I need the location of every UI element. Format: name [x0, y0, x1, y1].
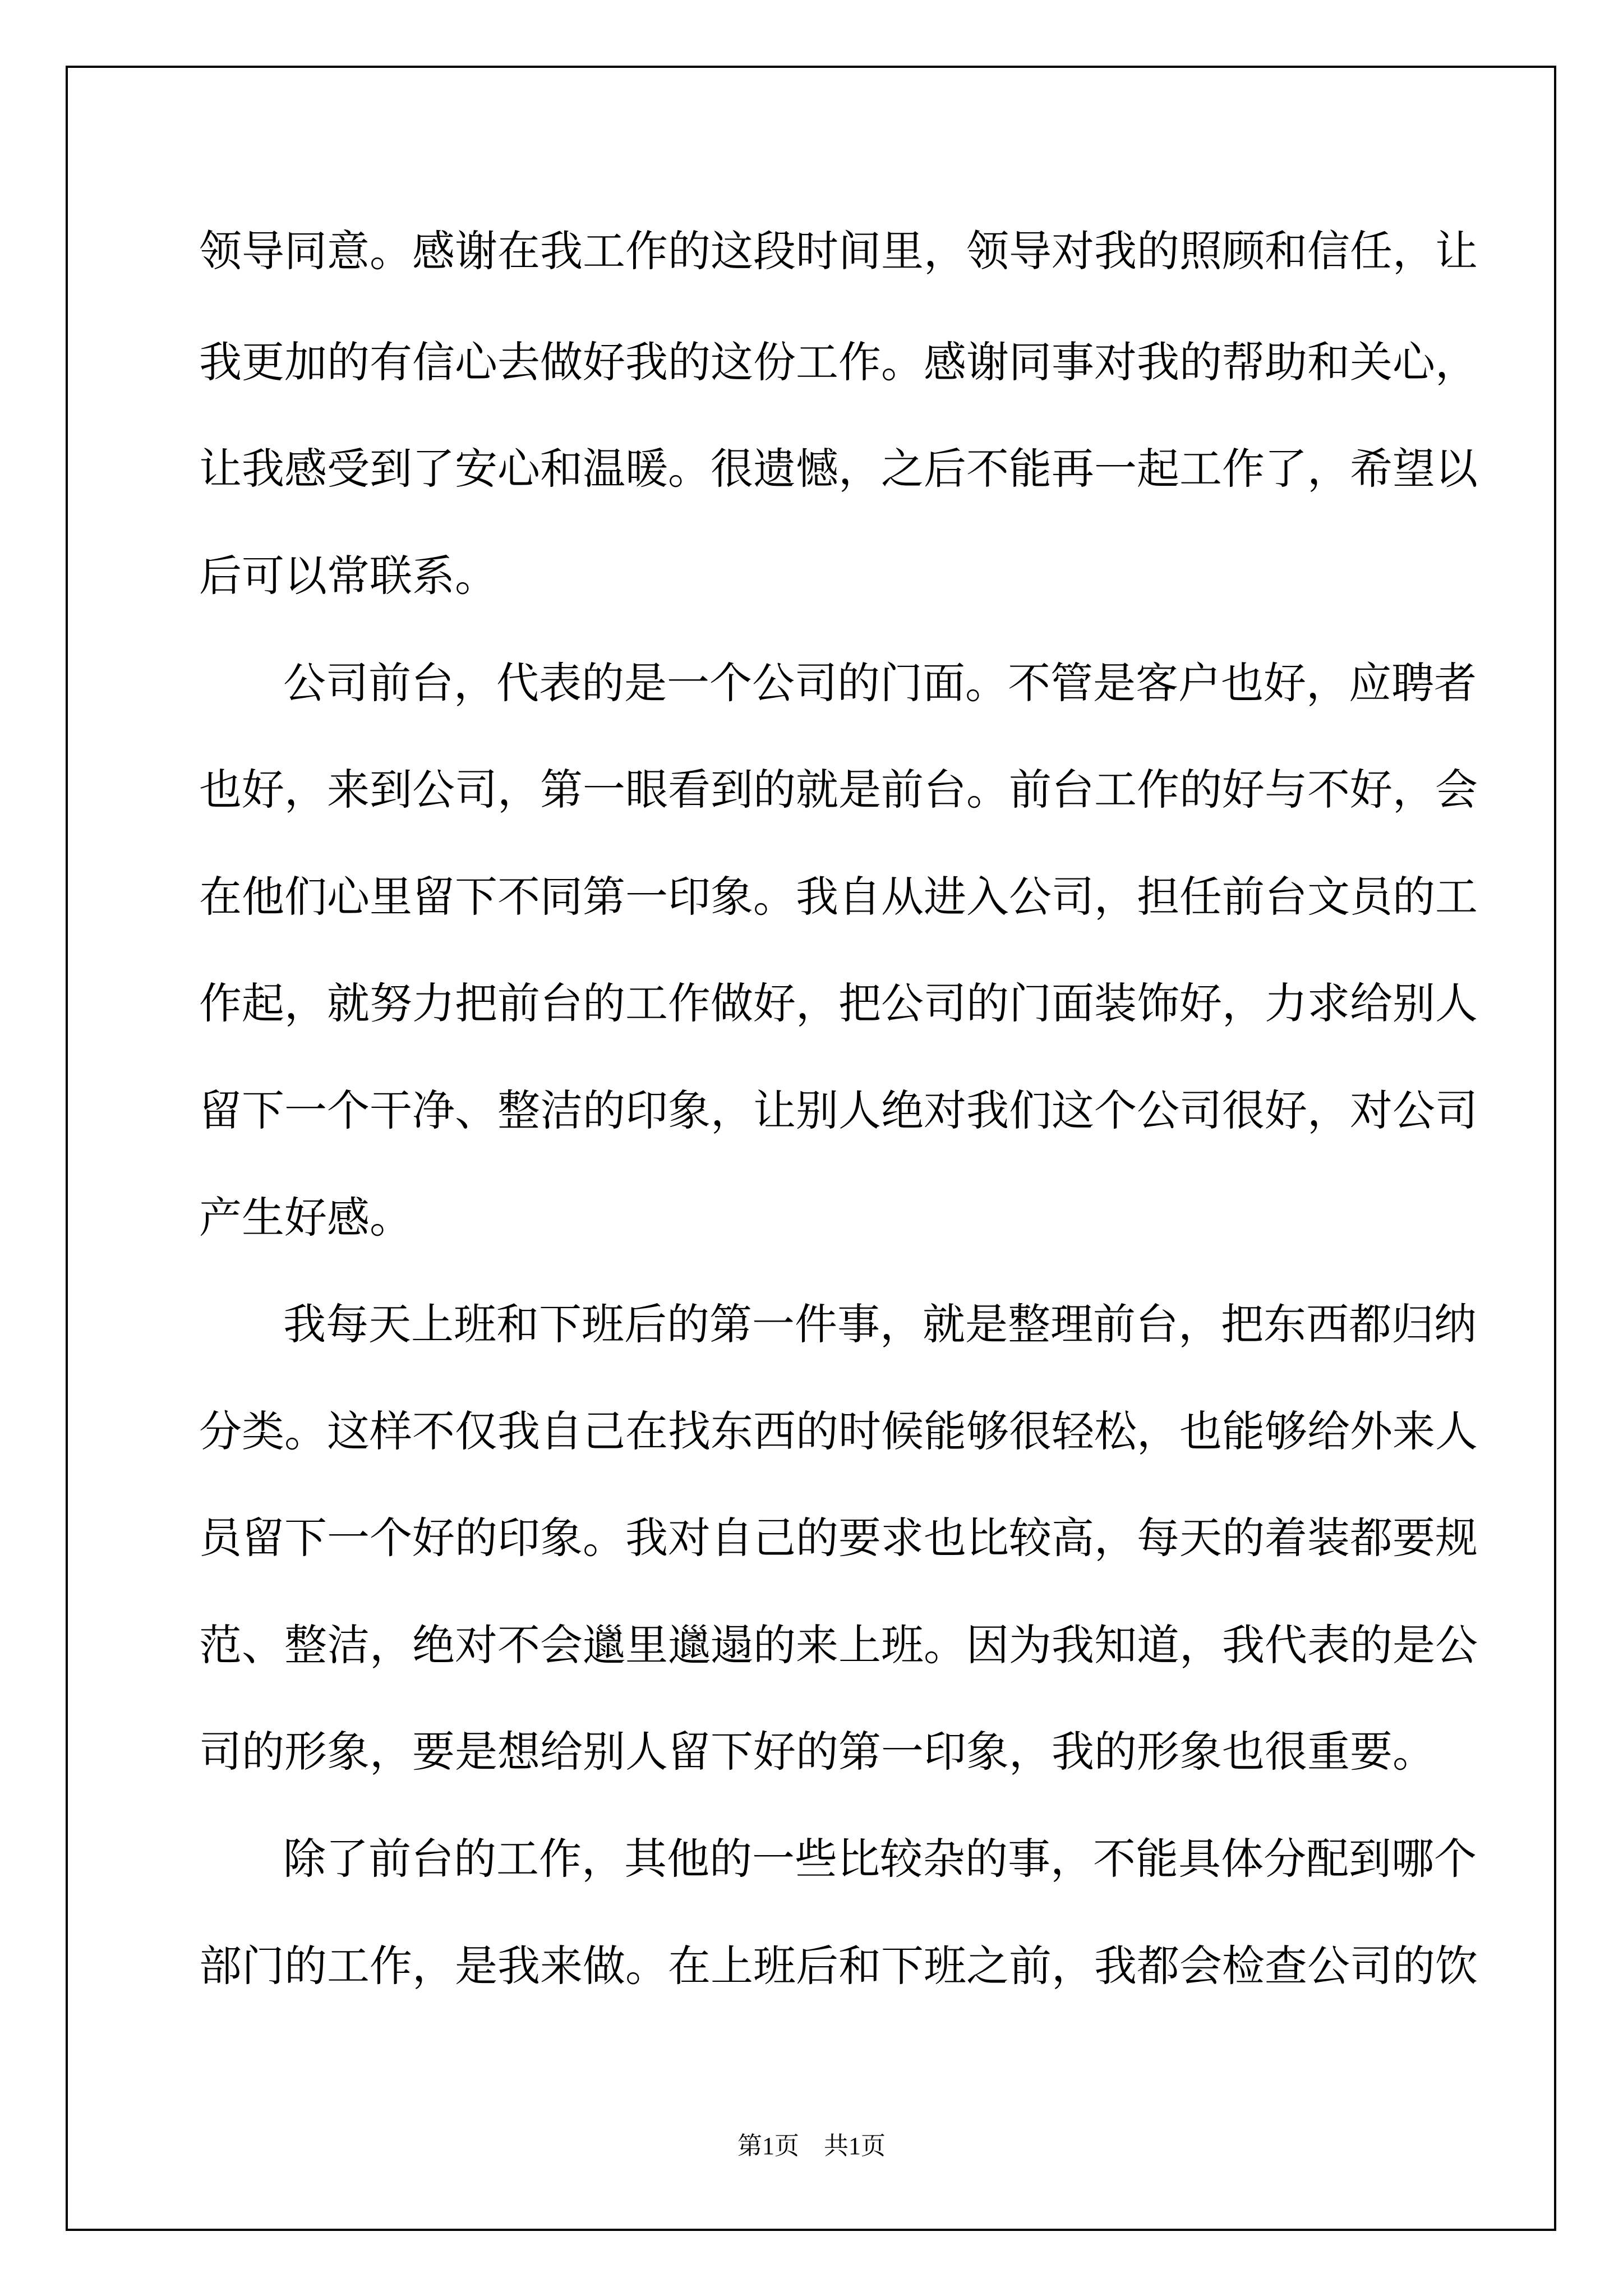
text-line: 在他们心里留下不同第一印象。我自从进入公司，担任前台文员的工	[199, 872, 1478, 922]
text-line: 司的形象，要是想给别人留下好的第一印象，我的形象也很重要。	[199, 1727, 1435, 1777]
text-line: 除了前台的工作，其他的一些比较杂的事，不能具体分配到哪个	[283, 1834, 1477, 1884]
text-line: 分类。这样不仅我自己在找东西的时候能够很轻松，也能够给外来人	[199, 1406, 1478, 1456]
text-line: 员留下一个好的印象。我对自己的要求也比较高，每天的着装都要规	[199, 1513, 1478, 1563]
text-line: 留下一个干净、整洁的印象，让别人绝对我们这个公司很好，对公司	[199, 1085, 1478, 1135]
text-line: 作起，就努力把前台的工作做好，把公司的门面装饰好，力求给别人	[199, 978, 1478, 1028]
text-line: 范、整洁，绝对不会邋里邋遢的来上班。因为我知道，我代表的是公	[199, 1620, 1478, 1670]
text-line: 我更加的有信心去做好我的这份工作。感谢同事对我的帮助和关心，	[199, 337, 1478, 387]
text-line: 产生好感。	[199, 1193, 412, 1243]
text-line: 部门的工作，是我来做。在上班后和下班之前，我都会检查公司的饮	[199, 1941, 1478, 1991]
text-line: 让我感受到了安心和温暖。很遗憾，之后不能再一起工作了，希望以	[199, 444, 1478, 494]
page-border	[66, 66, 1556, 2231]
text-line: 也好，来到公司，第一眼看到的就是前台。前台工作的好与不好，会	[199, 765, 1478, 815]
text-line: 公司前台，代表的是一个公司的门面。不管是客户也好，应聘者	[283, 658, 1477, 708]
page-number-footer: 第1页 共1页	[737, 2132, 886, 2160]
text-line: 后可以常联系。	[199, 551, 497, 601]
text-line: 我每天上班和下班后的第一件事，就是整理前台，把东西都归纳	[283, 1299, 1477, 1349]
text-line: 领导同意。感谢在我工作的这段时间里，领导对我的照顾和信任，让	[199, 226, 1478, 276]
